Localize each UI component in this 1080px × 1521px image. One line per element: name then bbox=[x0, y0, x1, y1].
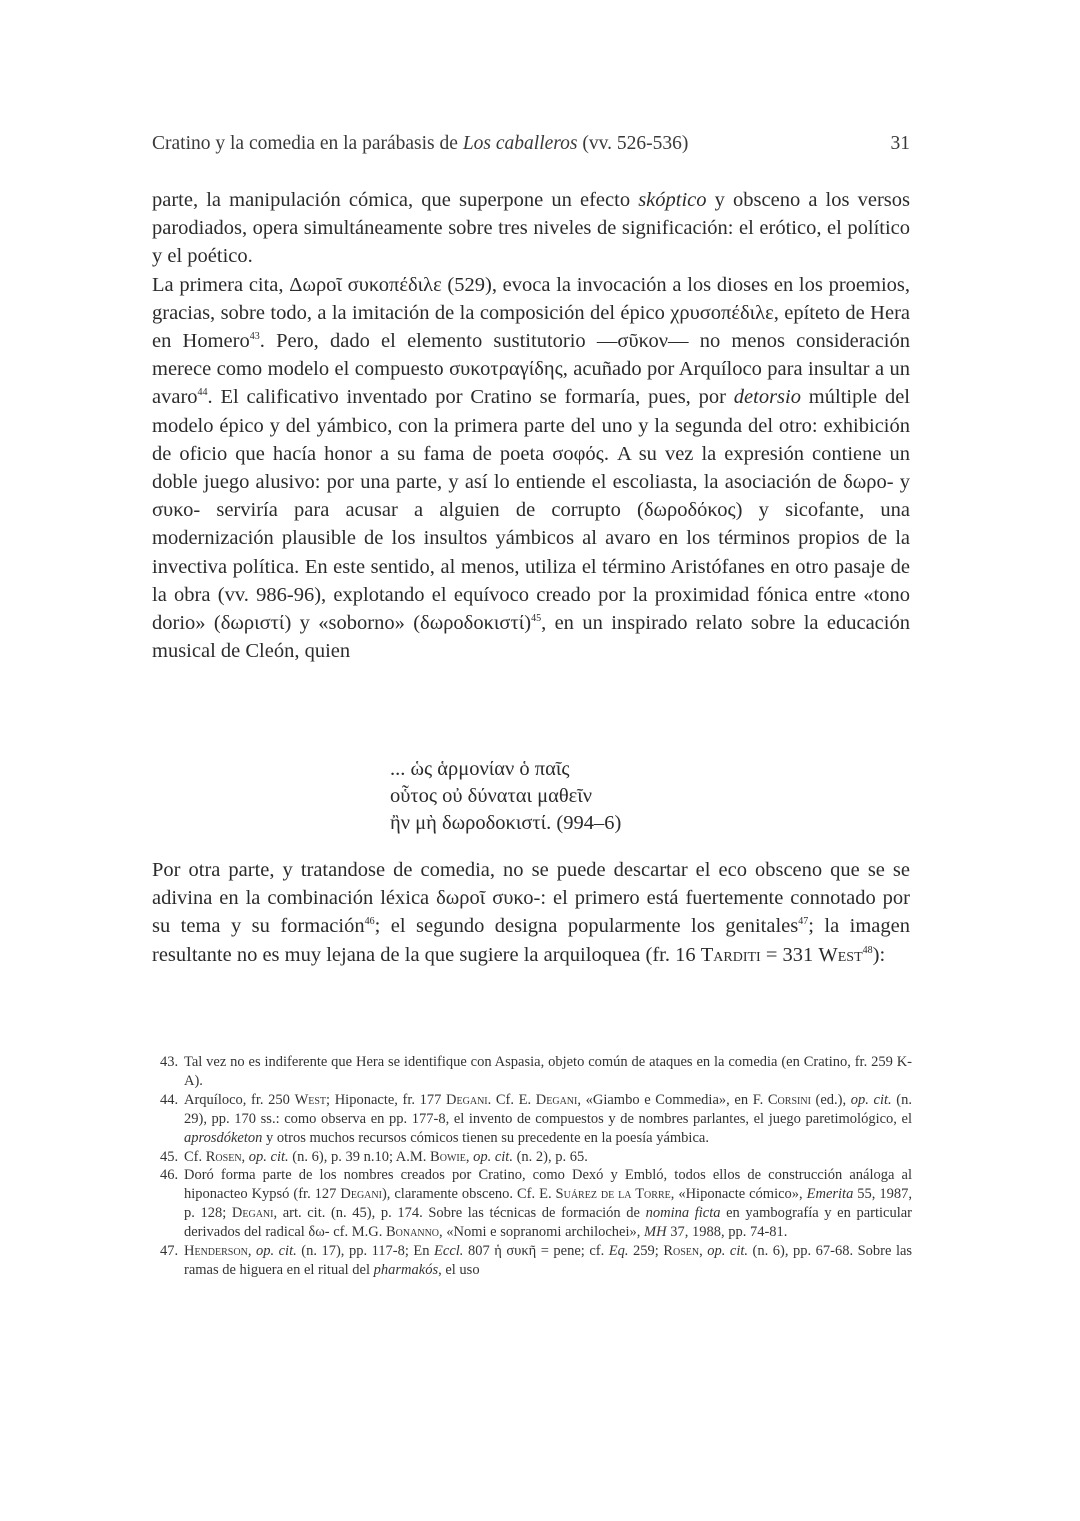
paragraph: La primera cita, Δωροῖ συκοπέδιλε (529), evoca la invocación a los dioses en los proemios, gracias, sobre todo, a la imitación de la composición del épico χρυσοπέδιλε, epíteto de Hera en Homero$^{43}$. Pero, dado el elemento sustitutorio —σῦκον— no menos consideración merece como modelo el compuesto συκοτραγίδης, acuñado por Arquíloco para insultar a un avaro$^{44}$. El calificativo inventado por Cratino se formaría, pues, por detorsio múltiple del modelo épico y del yámbico, con la primera parte del uno y la segunda del otro: exhibición de oficio que hacía honor a su fama de poeta σοφός. A su vez la expresión contiene un doble juego alusivo: por una parte, y así lo entiende el escoliasta, la asociación de δωρο- y συκο- serviría para acusar a alguien de corrupto (δωροδόκος) y sicofante, una modernización plausible de los insultos yámbicos al avaro en los términos propios de la invectiva política. En este sentido, al menos, utiliza el término Aristófanes en otro pasaje de la obra (vv. 986-96), explotando el equívoco creado por la proximidad fónica entre «tono dorio» (δωριστί) y «soborno» $(\delta\omega\rho o\delta o\kappa\iota\sigma\tau ί)^{45}$, en un inspirado relato sobre la educación musical de Cleón, quien bbox=[152, 273, 911, 663]
body-text bbox=[152, 186, 910, 665]
quote-line: οὗτος οὐ δύναται μαθεῖν bbox=[390, 785, 593, 807]
footnote: 46. Doró forma parte de los nombres creados por Cratino, como Dexó y Embló, todos ellos de construcción análoga al hiponacteo Kypsó (fr. 127 Degani), claramente obsceno. Cf. E. Suárez de la Torre, «Hiponacte cómico», Emerita 55, 1987, p. 128; Degani, art. cit. (n. 45), p. 174. Sobre las técnicas de formación de nomina ficta en yambografía y en particular derivados del radical δω- cf. M.G. Bonanno, «Nomi e sopranomi archilochei», MH 37, 1988, pp. 74-81. bbox=[160, 1167, 913, 1241]
footnote-ref[interactable]: 47 bbox=[798, 916, 809, 928]
footnote-number: 46. bbox=[160, 1167, 179, 1184]
footnote-ref[interactable]: 48 bbox=[862, 944, 873, 956]
footnote-number: 43. bbox=[160, 1054, 179, 1070]
greek-quotation bbox=[390, 756, 621, 837]
footnote-number: 45. bbox=[160, 1148, 179, 1165]
running-head bbox=[152, 133, 910, 155]
footnote: 47. Henderson, op. cit. (n. 17), pp. 117-8; En Eccl. 807 ἡ συκῆ = pene; cf. Eq. 259; Rosen, op. cit. (n. 6), pp. 67-68. Sobre las ramas de higuera en el ritual del pharmakós, el uso bbox=[160, 1243, 913, 1278]
footnote-ref[interactable]: 43 bbox=[249, 331, 260, 343]
footnote: 44. Arquíloco, fr. 250 West; Hiponacte, fr. 177 Degani. Cf. E. Degani, «Giambo e Commedia», en F. Corsini (ed.), op. cit. (n. 29), pp. 170 ss.: como observa en pp. 177-8, el invento de compuestos y de nombres parlantes, el juego paretimológico, el aprosdóketon y otros muchos recursos cómicos tienen su precedente en la poesía yámbica. bbox=[160, 1091, 913, 1146]
page-number: 31 bbox=[890, 133, 910, 154]
footnote-number: 47. bbox=[160, 1243, 179, 1260]
footnote-ref[interactable]: 45 bbox=[531, 613, 542, 625]
footnotes bbox=[160, 1053, 912, 1280]
paragraph: Por otra parte, y tratandose de comedia, no se puede descartar el eco obsceno que se se adivina en la combinación léxica δωροῖ συκο-: el primero está fuertemente connotado por su tema y su formación$^{46}$; el segundo designa popularmente los genitales$^{47}$; la imagen resultante no es muy lejana de la que sugiere la arquiloquea (fr. 16 Tarditi = 331 West$^{48}$): bbox=[152, 859, 910, 966]
footnote: 45. Cf. Rosen, op. cit. (n. 6), p. 39 n.10; A.M. Bowie, op. cit. (n. 2), p. 65. bbox=[160, 1148, 588, 1165]
footnote-ref[interactable]: 46 bbox=[364, 916, 375, 928]
footnote-number: 44. bbox=[160, 1091, 179, 1108]
running-title: Cratino y la comedia en la parábasis de Los caballeros (vv. 526-536) bbox=[152, 133, 689, 154]
footnote-ref[interactable]: 44 bbox=[197, 387, 208, 399]
quote-line: ... ὡς ἁρμονίαν ὁ παῖς bbox=[390, 758, 570, 780]
quote-line: ἢν μὴ δωροδοκιστί. (994–6) bbox=[390, 812, 622, 834]
footnote: 43. Tal vez no es indiferente que Hera se identifique con Aspasia, objeto común de ataques en la comedia (en Cratino, fr. 259 K-A). bbox=[160, 1054, 912, 1089]
paragraph: parte, la manipulación cómica, que superpone un efecto skóptico y obsceno a los versos parodiados, opera simultáneamente sobre tres niveles de significación: el erótico, el político y el poético. bbox=[152, 189, 910, 268]
